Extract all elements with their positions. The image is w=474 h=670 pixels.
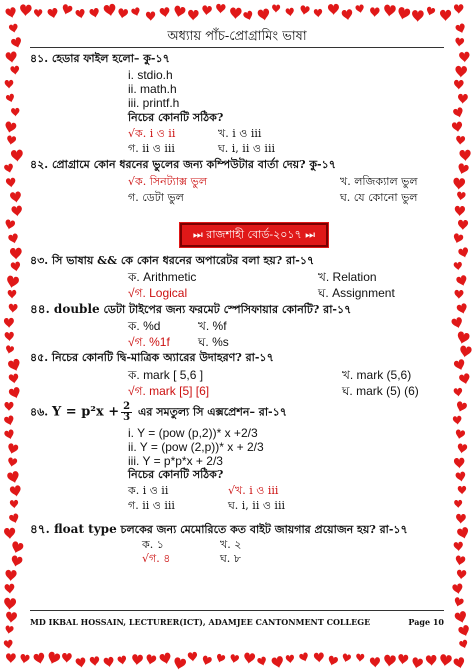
heart-icon bbox=[356, 653, 365, 662]
heart-icon bbox=[8, 513, 20, 525]
heart-icon bbox=[7, 457, 18, 468]
heart-icon bbox=[440, 10, 451, 21]
heart-icon bbox=[411, 657, 424, 670]
heart-icon bbox=[10, 500, 19, 509]
question-46 bbox=[30, 402, 287, 423]
q41-option-b: খ. i ও iii bbox=[218, 127, 262, 140]
heart-icon bbox=[19, 654, 30, 665]
heart-icon bbox=[89, 7, 100, 18]
q44-option-b: খ. %f bbox=[198, 319, 227, 333]
heart-icon bbox=[5, 570, 17, 582]
q43-option-a: ক. Arithmetic bbox=[128, 270, 197, 284]
heart-icon bbox=[286, 655, 295, 664]
heart-icon bbox=[454, 206, 465, 217]
question-47 bbox=[30, 522, 408, 537]
q47-text: চলকের জন্য মেমোরিতে কত বাইট জায়গার প্রয়োজন হয়? রা-১৭ bbox=[116, 523, 408, 536]
heart-icon bbox=[8, 386, 22, 400]
heart-icon bbox=[453, 388, 462, 398]
heart-icon bbox=[188, 652, 198, 662]
heart-icon bbox=[452, 121, 464, 133]
heart-icon bbox=[458, 373, 471, 386]
heart-icon bbox=[454, 290, 463, 299]
heart-icon bbox=[75, 657, 86, 668]
heart-icon bbox=[341, 9, 353, 21]
heart-icon bbox=[131, 654, 143, 666]
heart-icon bbox=[459, 52, 470, 63]
heart-icon bbox=[453, 359, 466, 372]
heart-icon bbox=[456, 526, 470, 540]
question-41: ৪১. হেডার ফাইল হলো– কু-১৭ bbox=[30, 52, 170, 65]
heart-icon bbox=[243, 652, 255, 664]
heart-icon bbox=[10, 555, 23, 568]
heart-icon bbox=[4, 318, 14, 328]
heart-icon bbox=[11, 205, 23, 217]
heart-icon bbox=[4, 121, 17, 134]
q41-item-2: ii. math.h bbox=[128, 82, 177, 96]
title-divider bbox=[30, 47, 444, 48]
q46-item-1: i. Y = (pow (p,2))* x +2/3 bbox=[128, 426, 258, 440]
heart-icon bbox=[3, 415, 15, 427]
heart-icon bbox=[383, 654, 396, 667]
heart-icon bbox=[62, 653, 72, 663]
heart-icon bbox=[383, 4, 396, 17]
q46-option-b: √খ. i ও iii bbox=[228, 484, 279, 497]
heart-icon bbox=[396, 6, 411, 21]
q46-option-c: গ. ii ও iii bbox=[128, 499, 175, 512]
heart-icon bbox=[20, 4, 32, 16]
heart-icon bbox=[47, 7, 59, 19]
heart-icon bbox=[8, 304, 17, 313]
page-title: অধ্যায় পাঁচ-প্রোগ্রামিং ভাষা bbox=[167, 29, 307, 44]
heart-icon bbox=[456, 514, 466, 524]
page-footer bbox=[30, 615, 444, 629]
q41-item-3: iii. printf.h bbox=[128, 96, 180, 110]
heart-icon bbox=[6, 177, 17, 188]
q46-option-d: ঘ. i, ii ও iii bbox=[228, 499, 285, 512]
q46-text: এর সমতুল্য সি এক্সপ্রেশন– রা-১৭ bbox=[137, 405, 287, 419]
heart-icon bbox=[456, 163, 469, 176]
heart-icon bbox=[397, 654, 408, 665]
q46-number: ৪৬. bbox=[30, 405, 49, 419]
page-number: Page 10 bbox=[408, 617, 444, 627]
heart-icon bbox=[457, 443, 468, 454]
heart-icon bbox=[453, 178, 466, 191]
heart-icon bbox=[188, 10, 199, 21]
heart-icon bbox=[7, 443, 19, 455]
q42-option-b: খ. লজিক্যাল ভুল bbox=[340, 175, 418, 188]
heart-icon bbox=[455, 471, 466, 482]
heart-icon bbox=[89, 656, 99, 666]
q44-keyword: ৪৪. double bbox=[30, 302, 100, 316]
heart-icon bbox=[453, 542, 463, 552]
heart-icon bbox=[6, 470, 20, 484]
heart-icon bbox=[8, 23, 18, 33]
heart-icon bbox=[285, 7, 294, 16]
heart-icon bbox=[327, 655, 339, 667]
heart-icon bbox=[61, 4, 73, 16]
heart-icon bbox=[172, 657, 186, 670]
heart-icon bbox=[455, 66, 467, 78]
document-page bbox=[30, 30, 444, 640]
heart-icon bbox=[8, 290, 17, 299]
q42-option-c: গ. ডেটা ভুল bbox=[128, 191, 184, 204]
q43-option-d: ঘ. Assignment bbox=[318, 286, 395, 300]
q47-keyword: ৪৭. float type bbox=[30, 522, 117, 536]
q46-fraction-denominator: 3 bbox=[123, 412, 131, 423]
heart-icon bbox=[6, 653, 16, 663]
heart-icon bbox=[455, 401, 468, 414]
q43-option-b: খ. Relation bbox=[318, 270, 377, 284]
heart-icon bbox=[454, 500, 462, 508]
heart-icon bbox=[454, 80, 464, 90]
heart-icon bbox=[412, 10, 424, 22]
heart-icon bbox=[5, 51, 17, 63]
heart-icon bbox=[454, 4, 464, 14]
heart-icon bbox=[6, 135, 16, 145]
q47-option-d: ঘ. ৮ bbox=[220, 552, 241, 565]
heart-icon bbox=[173, 5, 186, 19]
heart-icon bbox=[159, 7, 170, 18]
question-44 bbox=[30, 302, 351, 317]
q45-option-b: খ. mark (5,6) bbox=[342, 368, 412, 382]
q41-item-1: i. stdio.h bbox=[128, 68, 173, 82]
q47-option-a: ক. ১ bbox=[142, 538, 164, 551]
heart-icon bbox=[3, 639, 13, 649]
q46-expression: Y = p²x + bbox=[51, 404, 120, 420]
heart-icon bbox=[10, 261, 21, 272]
heart-icon bbox=[459, 150, 471, 162]
heart-icon bbox=[355, 4, 365, 14]
q42-option-a: √ক. সিনট্যাক্স ভুল bbox=[128, 175, 208, 188]
q46-fraction-numerator: 2 bbox=[123, 401, 131, 412]
heart-icon bbox=[11, 149, 24, 162]
heart-icon bbox=[456, 136, 466, 146]
heart-icon bbox=[243, 10, 255, 22]
heart-icon bbox=[272, 4, 280, 12]
heart-icon bbox=[451, 317, 464, 330]
heart-icon bbox=[459, 639, 469, 649]
q47-option-c: √গ. ৪ bbox=[142, 552, 171, 565]
heart-icon bbox=[5, 93, 15, 103]
question-45: ৪৫. নিচের কোনটি দ্বি-মাত্রিক অ্যারের উদাহরণ? রা-১৭ bbox=[30, 351, 274, 364]
heart-icon bbox=[159, 652, 172, 665]
heart-icon bbox=[10, 66, 20, 76]
heart-icon bbox=[215, 653, 226, 664]
heart-icon bbox=[145, 654, 157, 666]
heart-icon bbox=[229, 654, 239, 664]
q44-option-d: ঘ. %s bbox=[198, 335, 229, 349]
heart-icon bbox=[117, 8, 128, 19]
board-banner: ⏭ রাজশাহী বোর্ড-২০১৭ ⏭ bbox=[180, 223, 328, 247]
heart-icon bbox=[5, 625, 14, 634]
q41-option-d: ঘ. i, ii ও iii bbox=[218, 142, 275, 155]
q46-item-3: iii. Y = p*p*x + 2/3 bbox=[128, 454, 223, 468]
q42-option-d: ঘ. যে কোনো ভুল bbox=[340, 191, 418, 204]
heart-icon bbox=[370, 657, 381, 668]
heart-icon bbox=[454, 610, 468, 624]
question-43: ৪৩. সি ভাষায় && কে কোন ধরনের অপারেটর বলা হয়? রা-১৭ bbox=[30, 254, 315, 267]
heart-icon bbox=[271, 656, 285, 670]
heart-icon bbox=[201, 655, 212, 667]
heart-icon bbox=[103, 656, 115, 668]
heart-icon bbox=[5, 80, 14, 89]
heart-icon bbox=[10, 541, 24, 555]
heart-icon bbox=[8, 233, 20, 245]
q46-option-a: ক. i ও ii bbox=[128, 484, 169, 497]
q45-option-c: √গ. mark [5] [6] bbox=[128, 384, 210, 398]
heart-icon bbox=[453, 597, 464, 608]
q45-option-d: ঘ. mark (5) (6) bbox=[342, 384, 419, 398]
q47-option-b: খ. ২ bbox=[220, 538, 242, 551]
heart-icon bbox=[299, 652, 310, 663]
heart-icon bbox=[4, 219, 15, 231]
heart-icon bbox=[10, 191, 22, 203]
heart-icon bbox=[7, 358, 22, 373]
heart-icon bbox=[454, 429, 465, 440]
heart-icon bbox=[452, 583, 464, 595]
q46-fraction bbox=[121, 402, 132, 423]
q45-option-a: ক. mark [ 5,6 ] bbox=[128, 368, 204, 382]
heart-icon bbox=[456, 275, 469, 288]
heart-icon bbox=[34, 9, 42, 17]
heart-icon bbox=[201, 5, 212, 16]
heart-icon bbox=[5, 275, 19, 289]
heart-icon bbox=[314, 9, 323, 18]
heart-icon bbox=[328, 4, 339, 15]
heart-icon bbox=[33, 652, 46, 665]
question-42: ৪২. প্রোগ্রামে কোন ধরনের ভুলের জন্য কম্পিউটার বার্তা দেয়? কু-১৭ bbox=[30, 158, 336, 171]
heart-icon bbox=[10, 37, 23, 50]
heart-icon bbox=[455, 555, 466, 566]
heart-icon bbox=[370, 7, 380, 17]
heart-icon bbox=[453, 416, 463, 426]
q44-option-c: √গ. %1f bbox=[128, 335, 170, 349]
q44-option-a: ক. %d bbox=[128, 319, 161, 333]
heart-icon bbox=[5, 345, 15, 355]
heart-icon bbox=[4, 332, 14, 342]
heart-icon bbox=[131, 7, 142, 18]
heart-icon bbox=[4, 402, 13, 411]
heart-icon bbox=[455, 37, 465, 47]
q41-option-a: √ক. i ও ii bbox=[128, 127, 176, 140]
heart-icon bbox=[103, 3, 117, 17]
heart-icon bbox=[230, 7, 242, 19]
heart-icon bbox=[439, 654, 452, 667]
heart-icon bbox=[456, 331, 471, 346]
heart-icon bbox=[458, 94, 468, 104]
heart-icon bbox=[11, 108, 20, 117]
q41-option-c: গ. ii ও iii bbox=[128, 142, 175, 155]
footer-author: MD IKBAL HOSSAIN, LECTURER(ICT), ADAMJEE CANTONMENT COLLEGE bbox=[30, 617, 371, 627]
heart-icon bbox=[9, 485, 22, 498]
heart-icon bbox=[341, 653, 351, 663]
q44-text: ডেটা টাইপের জন্য ফরমেট স্পেসিফায়ার কোনটি? রা-১৭ bbox=[99, 303, 352, 316]
heart-icon bbox=[452, 233, 464, 245]
heart-icon bbox=[8, 373, 19, 384]
heart-icon bbox=[3, 598, 16, 611]
heart-icon bbox=[455, 23, 467, 35]
heart-icon bbox=[456, 191, 466, 201]
q46-item-2: ii. Y = (pow (2,p))* x + 2/3 bbox=[128, 440, 264, 454]
heart-icon bbox=[454, 458, 465, 469]
heart-icon bbox=[426, 655, 437, 666]
heart-icon bbox=[4, 429, 16, 441]
heart-icon bbox=[4, 528, 16, 540]
heart-icon bbox=[459, 345, 472, 358]
heart-icon bbox=[453, 657, 466, 670]
heart-icon bbox=[456, 570, 466, 580]
heart-icon bbox=[453, 262, 462, 271]
heart-icon bbox=[299, 5, 310, 16]
heart-icon bbox=[257, 8, 270, 22]
heart-icon bbox=[4, 163, 15, 174]
heart-icon bbox=[458, 486, 467, 495]
footer-divider bbox=[30, 610, 444, 611]
heart-icon bbox=[458, 624, 472, 638]
q41-prompt: নিচের কোনটি সঠিক? bbox=[128, 111, 224, 124]
heart-icon bbox=[458, 247, 470, 259]
heart-icon bbox=[146, 11, 156, 21]
heart-icon bbox=[4, 584, 15, 595]
heart-icon bbox=[117, 655, 127, 665]
heart-icon bbox=[314, 652, 324, 663]
heart-icon bbox=[75, 9, 86, 20]
heart-icon bbox=[257, 656, 268, 667]
heart-icon bbox=[46, 651, 61, 666]
heart-icon bbox=[5, 7, 18, 20]
heart-icon bbox=[216, 4, 226, 14]
q46-prompt: নিচের কোনটি সঠিক? bbox=[128, 468, 224, 481]
heart-icon bbox=[425, 6, 436, 17]
heart-icon bbox=[458, 220, 468, 230]
heart-icon bbox=[452, 107, 464, 119]
heart-icon bbox=[10, 248, 22, 260]
heart-icon bbox=[5, 611, 17, 623]
q43-option-c: √গ. Logical bbox=[128, 286, 188, 300]
heart-icon bbox=[456, 303, 468, 315]
